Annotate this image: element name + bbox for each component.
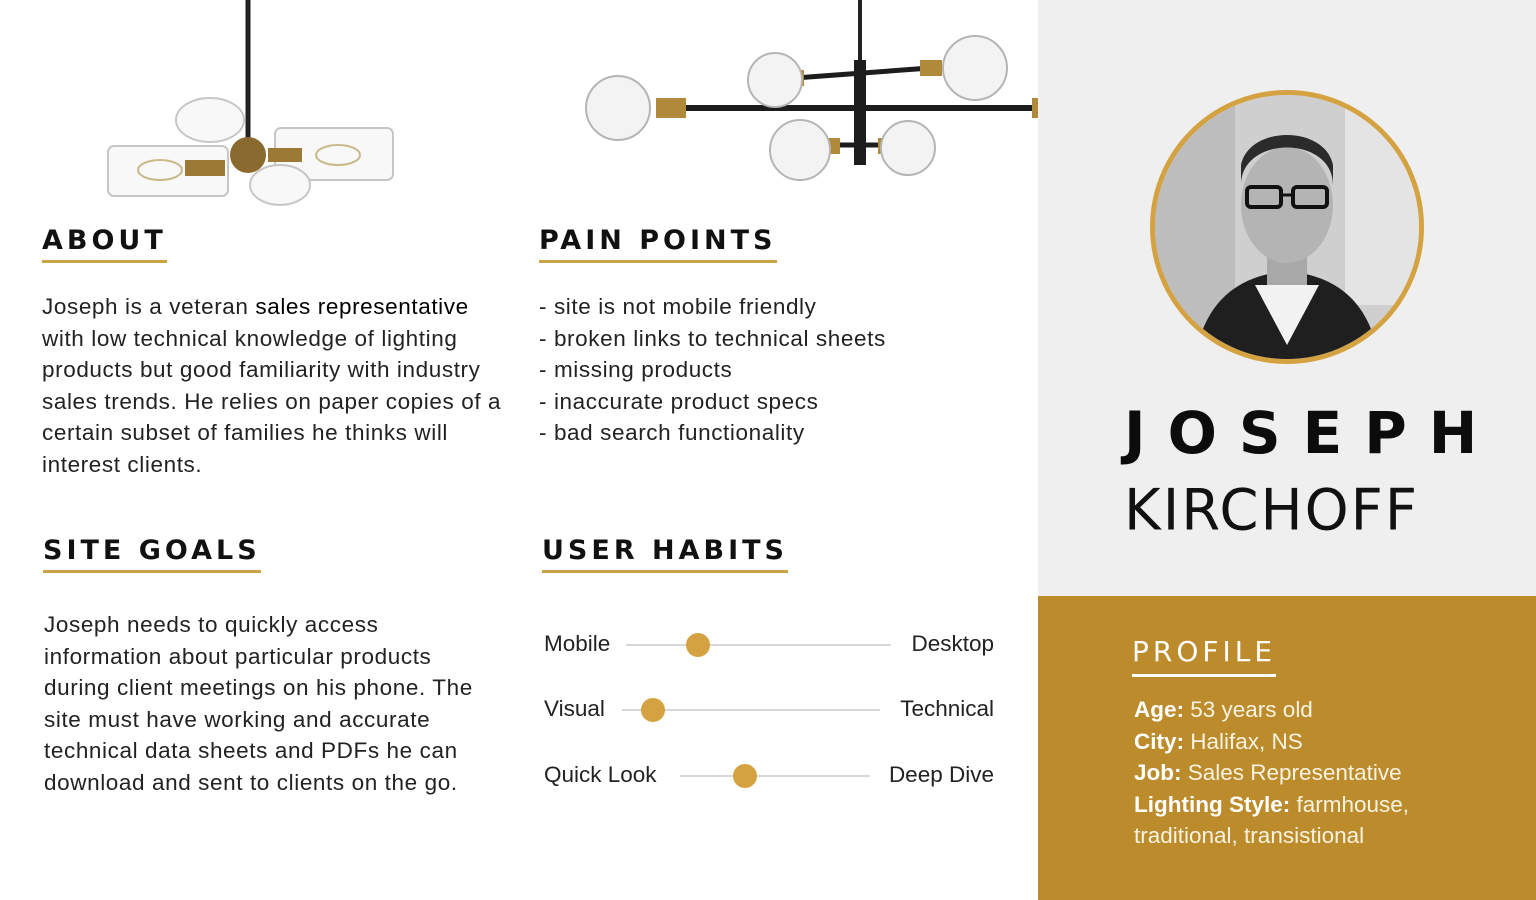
about-text-part: Joseph is a veteran — [42, 294, 256, 319]
pain-points-section — [539, 226, 1019, 449]
slider-left-label: Quick Look — [544, 762, 657, 787]
profile-city — [1134, 726, 1464, 758]
habit-slider-quicklook-deepdive[interactable] — [544, 760, 994, 790]
pain-points-list — [539, 291, 1019, 449]
pain-point-item: - site is not mobile friendly — [539, 294, 817, 319]
slider-left-label: Visual — [544, 696, 605, 721]
age-label: Age: — [1134, 697, 1184, 722]
user-habits-section — [542, 536, 1002, 573]
habit-slider-mobile-desktop[interactable] — [544, 629, 994, 659]
user-habits-heading: USER HABITS — [542, 536, 788, 573]
site-goals-text: Joseph needs to quickly access information about particular products during client meetings on his phone. The site must have working and accurate technical data sheets and PDFs he can download and sent to clients on the go. — [44, 612, 473, 795]
slider-handle[interactable] — [686, 633, 710, 657]
profile-lighting-style — [1134, 789, 1464, 852]
about-text-part: with low technical knowledge of lighting products but good familiarity with industry sales trends. He relies on paper copies of a certain subset of families he thinks will interest clients. — [42, 325, 502, 477]
pain-point-item: - missing products — [539, 357, 733, 382]
avatar — [1150, 90, 1424, 364]
persona-first-name: JOSEPH — [1124, 399, 1500, 467]
city-value: Halifax, NS — [1184, 728, 1303, 754]
site-goals-section — [43, 536, 493, 798]
habit-slider-visual-technical[interactable] — [544, 694, 994, 724]
slider-left-label: Mobile — [544, 631, 611, 656]
job-label: Job: — [1134, 760, 1182, 785]
slider-track — [626, 644, 891, 646]
slider-right-label: Technical — [900, 696, 994, 721]
slider-handle[interactable] — [641, 698, 665, 722]
pain-point-item: - inaccurate product specs — [539, 388, 819, 414]
lighting-style-label: Lighting Style: — [1134, 791, 1291, 817]
lighting-style-value: farmhouse, traditional, transistional — [1134, 791, 1410, 848]
age-value: 53 years old — [1184, 697, 1313, 722]
about-section — [42, 226, 512, 480]
slider-handle[interactable] — [733, 764, 757, 788]
job-value: Sales Representative — [1181, 760, 1402, 785]
person-portrait-icon — [1155, 95, 1419, 359]
profile-job — [1134, 757, 1464, 789]
persona-last-name: KIRCHOFF — [1124, 477, 1420, 544]
city-label: City: — [1134, 728, 1184, 754]
profile-heading: PROFILE — [1132, 636, 1276, 677]
about-emphasis: sales representative — [255, 294, 469, 319]
slider-track — [680, 775, 870, 777]
pain-point-item: - bad search functionality — [539, 420, 805, 445]
slider-right-label: Deep Dive — [888, 762, 994, 787]
about-text — [42, 291, 512, 480]
pain-points-heading: PAIN POINTS — [539, 226, 777, 263]
profile-age — [1134, 694, 1464, 726]
pendant-light-image — [100, 0, 400, 215]
slider-right-label: Desktop — [911, 631, 994, 656]
profile-details — [1134, 694, 1464, 852]
about-heading: ABOUT — [42, 226, 167, 263]
site-goals-heading: SITE GOALS — [43, 536, 261, 573]
pain-point-item: - broken links to technical sheets — [539, 325, 886, 351]
